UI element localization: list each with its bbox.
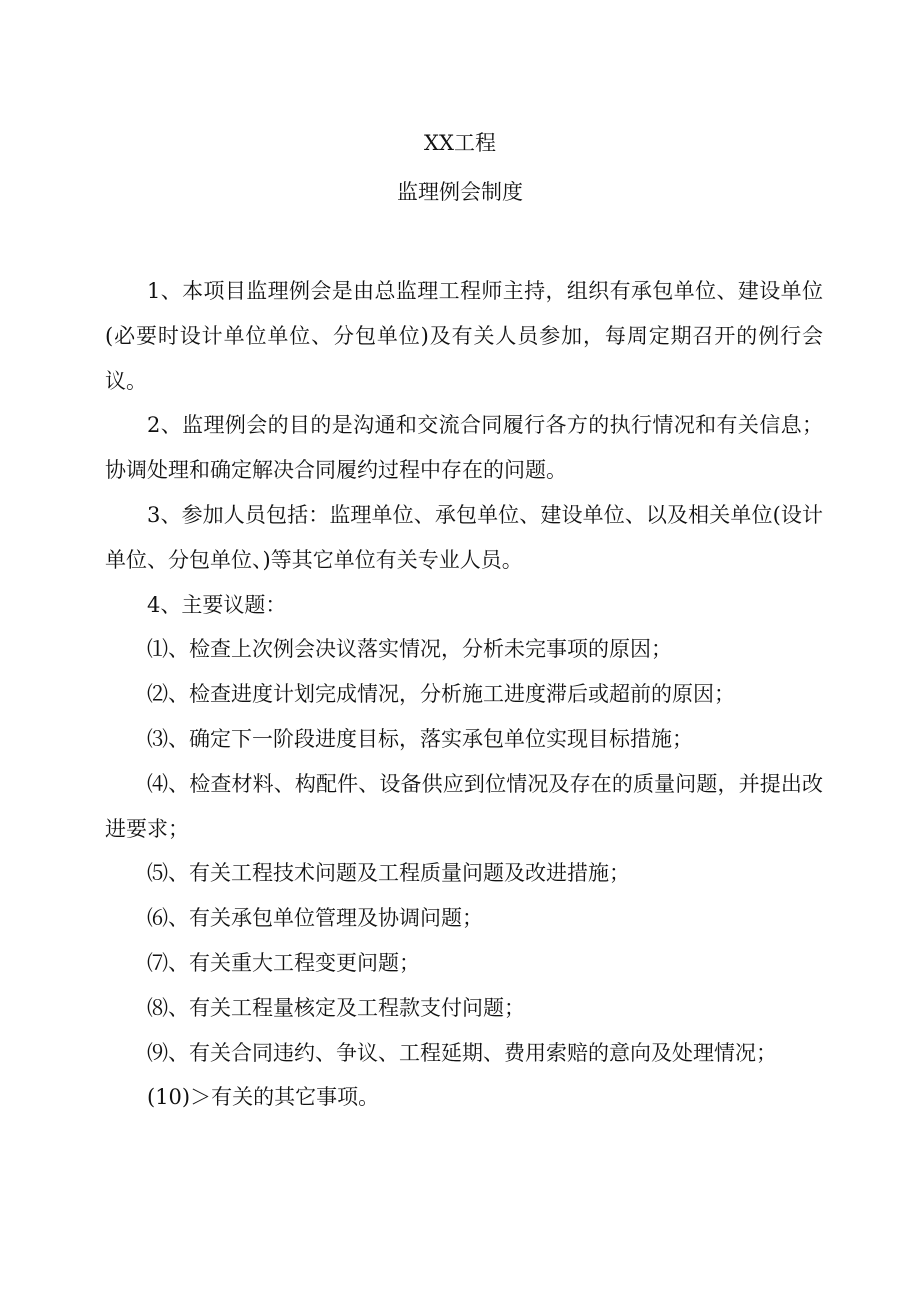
paragraph-2: 2、监理例会的目的是沟通和交流合同履行各方的执行情况和有关信息；协调处理和确定解决合同履约过程中存在的问题。 bbox=[105, 413, 823, 483]
agenda-item-4: ⑷、检查材料、构配件、设备供应到位情况及存在的质量问题，并提出改进要求； bbox=[105, 771, 823, 841]
document-body bbox=[105, 269, 823, 1120]
agenda-item-7: ⑺、有关重大工程变更问题； bbox=[147, 950, 420, 975]
paragraph-3: 3、参加人员包括：监理单位、承包单位、建设单位、以及相关单位(设计单位、分包单位、)等其它单位有关专业人员。 bbox=[105, 502, 823, 572]
agenda-item-8: ⑻、有关工程量核定及工程款支付问题； bbox=[147, 995, 525, 1020]
agenda-item-3: ⑶、确定下一阶段进度目标，落实承包单位实现目标措施； bbox=[147, 726, 693, 751]
agenda-item-2: ⑵、检查进度计划完成情况，分析施工进度滞后或超前的原因； bbox=[147, 682, 735, 707]
paragraph-1: 1、本项目监理例会是由总监理工程师主持，组织有承包单位、建设单位(必要时设计单位单位、分包单位)及有关人员参加，每周定期召开的例行会议。 bbox=[105, 279, 823, 393]
agenda-item-10: (10)＞有关的其它事项。 bbox=[147, 1085, 380, 1110]
paragraph-4-heading: 4、主要议题： bbox=[147, 592, 287, 617]
document-title-system: 监理例会制度 bbox=[397, 180, 523, 204]
document-title-project: XX工程 bbox=[424, 131, 496, 155]
agenda-item-9: ⑼、有关合同违约、争议、工程延期、费用索赔的意向及处理情况； bbox=[147, 1040, 777, 1065]
agenda-item-1: ⑴、检查上次例会决议落实情况，分析未完事项的原因； bbox=[147, 637, 672, 662]
agenda-item-5: ⑸、有关工程技术问题及工程质量问题及改进措施； bbox=[147, 861, 630, 886]
agenda-item-6: ⑹、有关承包单位管理及协调问题； bbox=[147, 906, 483, 931]
